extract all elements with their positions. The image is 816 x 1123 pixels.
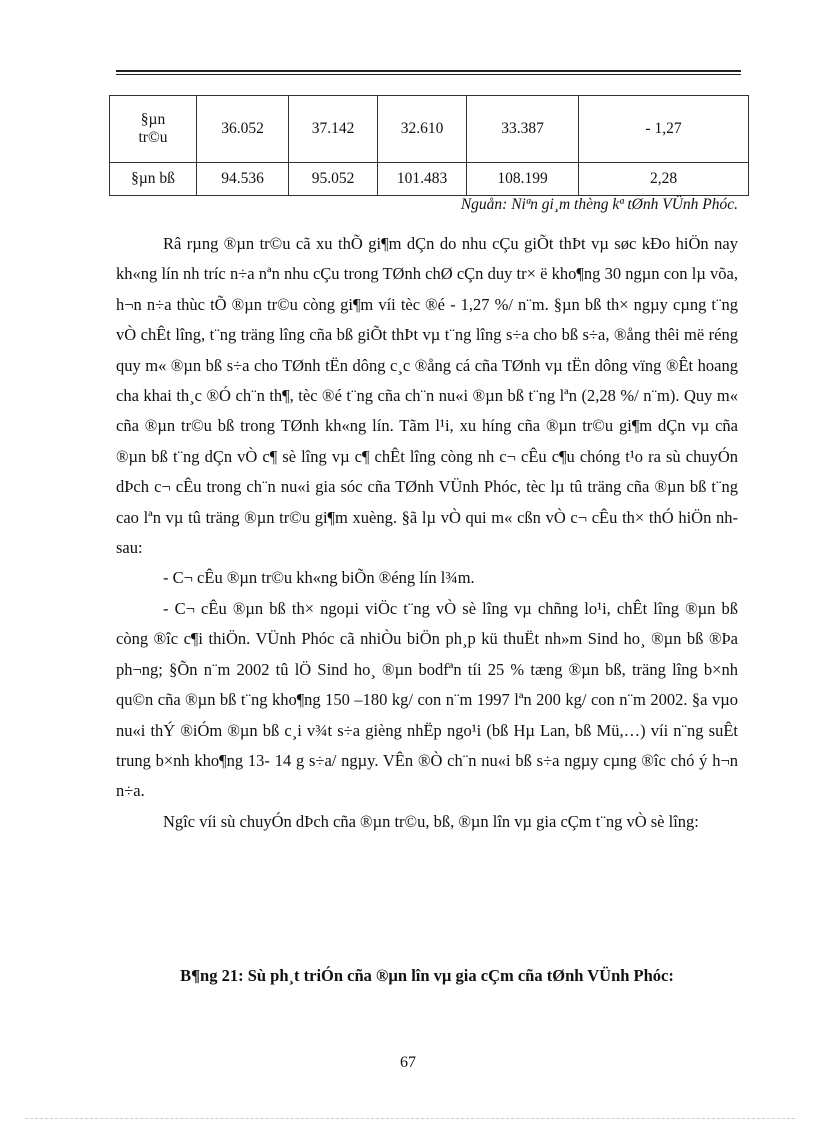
row-label-line: tr©u <box>138 129 168 146</box>
table-cell: 108.199 <box>467 163 579 196</box>
table-row <box>110 163 749 196</box>
table-cell: 94.536 <box>197 163 289 196</box>
table-heading: B¶ng 21: Sù ph¸t triÓn cña ®µn lîn vµ gia cÇm cña tØnh VÜnh Phóc: <box>180 966 674 985</box>
dash-item: - C¬ cÊu ®µn bß th× ngoµi viÖc t¨ng vÒ sè lîng vµ chñng lo¹i, chÊt lîng ®µn bß còng ®îc c¶i thiÖn. VÜnh Phóc cã nhiÒu biÖn ph¸p kü thuËt nh»m Sind ho¸ ®µn bß ®Þa ph¬ng; §Õn n¨m 2002 tû lÖ Sind ho¸ ®µn bodfªn tíi 25 % tæng ®µn bß, träng lîng b×nh qu©n cña ®µn bß t¨ng kho¶ng 150 –180 kg/ con n¨m 1997 lªn 200 kg/ con n¨m 2002. §a vµo nu«i thÝ ®iÓm ®µn bß c¸i v¾t s÷a gièng nhËp ngo¹i (bß Hµ Lan, bß Mü,…) víi n¨ng suÊt trung b×nh kho¶ng 13- 14 g s÷a/ ngµy. VÊn ®Ò ch¨n nu«i bß s÷a ngµy cµng ®îc chó ý h¬n n÷a. <box>116 598 738 801</box>
table-cell: 32.610 <box>378 96 467 163</box>
source-note: Nguån: Niªn gi¸m thèng kª tØnh VÜnh Phóc. <box>460 196 738 213</box>
table-cell: 33.387 <box>467 96 579 163</box>
header-rule <box>116 70 741 75</box>
body-text <box>116 229 738 837</box>
table-cell: 95.052 <box>289 163 378 196</box>
table-cell: 36.052 <box>197 96 289 163</box>
row-label-cell: §µn bß <box>110 163 197 196</box>
table-cell: 101.483 <box>378 163 467 196</box>
footer-rule <box>25 1118 795 1119</box>
table-cell: 37.142 <box>289 96 378 163</box>
page-number: 67 <box>400 1054 416 1071</box>
table-cell-change: 2,28 <box>579 163 749 196</box>
table-row <box>110 96 749 163</box>
paragraph: Ngîc víi sù chuyÓn dÞch cña ®µn tr©u, bß, ®µn lîn vµ gia cÇm t¨ng vÒ sè lîng: <box>163 811 699 831</box>
row-label-line: §µn <box>140 111 166 128</box>
row-label-cell <box>110 96 197 163</box>
dash-item: - C¬ cÊu ®µn tr©u kh«ng biÕn ®éng lín l¾m. <box>163 568 475 588</box>
paragraph: Râ rµng ®µn tr©u cã xu thÕ gi¶m dÇn do nhu cÇu giÕt thÞt vµ søc kÐo hiÖn nay kh«ng lín nh tríc n÷a nªn nhu cÇu trong TØnh chØ cÇn duy tr× ë kho¶ng 30 ngµn con lµ võa, h¬n n÷a thùc tÕ ®µn tr©u còng gi¶m víi tèc ®é - 1,27 %/ n¨m. §µn bß th× ngµy cµng t¨ng vÒ chÊt lîng, t¨ng träng lîng cña bß giÕt thÞt vµ t¨ng lîng s÷a cho bß s÷a, ®ång thêi më réng quy m« ®µn bß s÷a cho TØnh tËn dông c¸c ®ång cá cña TØnh vµ tËn dông vïng ®Êt hoang cha khai th¸c ®Ó ch¨n th¶, tèc ®é t¨ng cña ch¨n nu«i ®µn bß t¨ng lªn (2,28 %/ n¨m). Quy m« cña ®µn tr©u bß trong TØnh kh«ng lín. Tãm l¹i, xu híng cña ®µn tr©u gi¶m dÇn vµ cña ®µn bß t¨ng dÇn vÒ c¶ sè lîng vµ c¶ chÊt lîng còng nh c¬ cÊu c¶u chóng t¹o ra sù chuyÓn dÞch c¬ cÊu trong ch¨n nu«i gia sóc cña TØnh VÜnh Phóc, tèc lµ tû träng cña ®µn bß t¨ng cao lªn vµ tû träng ®µn tr©u gi¶m xuèng. §ã lµ vÒ qui m« cßn vÒ c¬ cÊu th× thÓ hiÖn nh sau: <box>116 234 738 558</box>
data-table <box>109 95 749 196</box>
table-cell-change: - 1,27 <box>579 96 749 163</box>
